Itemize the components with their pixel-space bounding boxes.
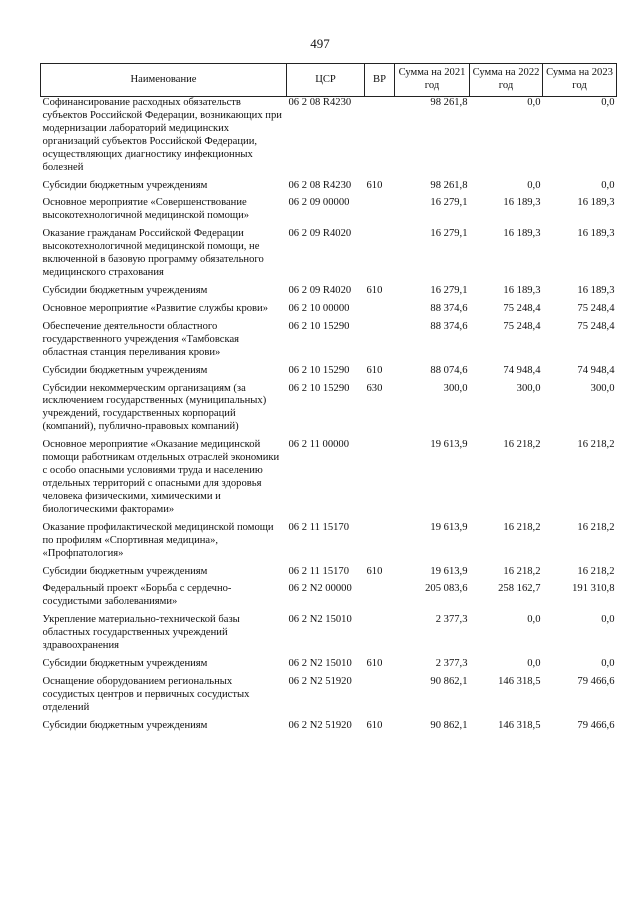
table-row: [41, 439, 617, 522]
header-sum-2022: Сумма на 2022 год: [470, 64, 543, 97]
row-name: Субсидии бюджетным учреждениям: [42, 364, 208, 376]
row-vr: 610: [366, 364, 383, 376]
row-name: Субсидии бюджетным учреждениям: [42, 284, 208, 296]
row-sum-2023: 79 466,6: [577, 675, 615, 687]
row-sum-2021: 2 377,3: [435, 658, 468, 670]
row-sum-2023: 0,0: [601, 658, 615, 670]
row-vr: 610: [366, 565, 383, 577]
table-row: [41, 522, 617, 566]
row-name: Субсидии бюджетным учреждениям: [42, 658, 208, 670]
row-csr: 06 2 N2 51920: [288, 675, 352, 687]
row-sum-2022: 258 162,7: [498, 583, 541, 595]
row-name: Субсидии бюджетным учреждениям: [42, 179, 208, 191]
row-sum-2021: 98 261,8: [430, 97, 468, 108]
row-sum-2023: 16 189,3: [577, 284, 615, 296]
row-csr: 06 2 10 00000: [288, 302, 350, 314]
row-sum-2022: 0,0: [527, 97, 541, 108]
row-csr: 06 2 N2 51920: [288, 719, 352, 731]
row-vr: [365, 228, 395, 285]
row-vr: 610: [366, 179, 383, 191]
row-sum-2021: 90 862,1: [430, 719, 468, 731]
row-sum-2021: 16 279,1: [430, 284, 468, 296]
row-name: Оказание гражданам Российской Федерации высокотехнологичной медицинской помощи, не включенной в базовую программу обязательного медицинского страхования: [42, 228, 264, 279]
row-sum-2021: 19 613,9: [430, 565, 468, 577]
row-name: Субсидии бюджетным учреждениям: [42, 719, 208, 731]
row-sum-2023: 0,0: [601, 179, 615, 191]
row-sum-2021: 90 862,1: [430, 675, 468, 687]
row-sum-2021: 16 279,1: [430, 228, 468, 240]
header-sum-2023: Сумма на 2023 год: [543, 64, 617, 97]
table-row: [41, 321, 617, 365]
row-sum-2023: 191 310,8: [572, 583, 615, 595]
table-row: [41, 197, 617, 228]
row-name: Обеспечение деятельности областного государственного учреждения «Тамбовская областная станция переливания крови»: [42, 320, 240, 358]
row-sum-2022: 74 948,4: [503, 364, 541, 376]
row-sum-2022: 16 218,2: [503, 521, 541, 533]
row-sum-2021: 2 377,3: [435, 614, 468, 626]
row-sum-2023: 300,0: [590, 382, 615, 394]
row-sum-2022: 0,0: [527, 658, 541, 670]
budget-table: [40, 63, 617, 738]
row-sum-2022: 75 248,4: [503, 302, 541, 314]
row-csr: 06 2 11 15170: [288, 521, 350, 533]
row-name: Субсидии некоммерческим организациям (за исключением государственных (муниципальных) учреждений, государственных корпораций (компаний), публично-правовых компаний): [42, 382, 267, 433]
row-sum-2021: 98 261,8: [430, 179, 468, 191]
row-vr: 610: [366, 284, 383, 296]
page-number: 497: [310, 36, 330, 51]
row-vr: [365, 321, 395, 365]
header-name: Наименование: [41, 64, 287, 97]
header-sum-2021: Сумма на 2021 год: [395, 64, 470, 97]
row-sum-2022: 300,0: [516, 382, 541, 394]
row-sum-2021: 88 374,6: [430, 320, 468, 332]
table-row: [41, 676, 617, 720]
row-csr: 06 2 09 R4020: [288, 228, 352, 240]
row-vr: [365, 303, 395, 321]
row-name: Оказание профилактической медицинской помощи по профилям «Спортивная медицина», «Профпатология»: [42, 521, 274, 559]
row-sum-2022: 16 218,2: [503, 565, 541, 577]
table-row: [41, 365, 617, 383]
row-sum-2023: 75 248,4: [577, 302, 615, 314]
row-vr: [365, 97, 395, 180]
row-csr: 06 2 08 R4230: [288, 179, 352, 191]
table-row: [41, 658, 617, 676]
row-sum-2021: 19 613,9: [430, 439, 468, 451]
row-csr: 06 2 10 15290: [288, 320, 350, 332]
row-sum-2023: 0,0: [601, 614, 615, 626]
table-row: [41, 614, 617, 658]
row-vr: [365, 614, 395, 658]
row-sum-2021: 19 613,9: [430, 521, 468, 533]
row-sum-2023: 16 218,2: [577, 439, 615, 451]
row-csr: 06 2 N2 00000: [288, 583, 352, 595]
row-vr: 610: [366, 719, 383, 731]
row-sum-2023: 16 218,2: [577, 521, 615, 533]
row-sum-2023: 79 466,6: [577, 719, 615, 731]
table-row: [41, 303, 617, 321]
row-sum-2022: 16 189,3: [503, 284, 541, 296]
row-sum-2021: 205 083,6: [425, 583, 468, 595]
table-row: [41, 97, 617, 180]
row-name: Софинансирование расходных обязательств субъектов Российской Федерации, возникающих при модернизации лабораторий медицинских организаций субъектов Российской Федерации, осуществляющих диагностику инфекционных болезней: [42, 97, 282, 173]
row-vr: [365, 522, 395, 566]
row-name: Укрепление материально-технической базы областных государственных учреждений здравоохранения: [42, 614, 240, 652]
row-vr: 610: [366, 658, 383, 670]
table-row: [41, 180, 617, 198]
row-sum-2023: 16 218,2: [577, 565, 615, 577]
row-sum-2022: 16 189,3: [503, 197, 541, 209]
table-row: [41, 720, 617, 738]
row-name: Основное мероприятие «Развитие службы крови»: [42, 302, 269, 314]
row-csr: 06 2 N2 15010: [288, 658, 352, 670]
row-sum-2022: 16 189,3: [503, 228, 541, 240]
row-vr: [365, 583, 395, 614]
row-sum-2022: 0,0: [527, 614, 541, 626]
row-sum-2022: 0,0: [527, 179, 541, 191]
row-sum-2023: 74 948,4: [577, 364, 615, 376]
row-sum-2021: 300,0: [443, 382, 468, 394]
row-csr: 06 2 11 15170: [288, 565, 350, 577]
row-sum-2021: 88 374,6: [430, 302, 468, 314]
row-vr: [365, 197, 395, 228]
table-row: [41, 228, 617, 285]
row-name: Субсидии бюджетным учреждениям: [42, 565, 208, 577]
row-csr: 06 2 10 15290: [288, 382, 350, 394]
table-header-row: [41, 64, 617, 97]
row-sum-2022: 146 318,5: [498, 675, 541, 687]
table-row: [41, 566, 617, 584]
table-row: [41, 285, 617, 303]
row-sum-2022: 75 248,4: [503, 320, 541, 332]
row-sum-2023: 16 189,3: [577, 228, 615, 240]
row-csr: 06 2 10 15290: [288, 364, 350, 376]
row-csr: 06 2 08 R4230: [288, 97, 352, 108]
row-sum-2022: 146 318,5: [498, 719, 541, 731]
row-sum-2022: 16 218,2: [503, 439, 541, 451]
row-vr: [365, 676, 395, 720]
row-sum-2021: 88 074,6: [430, 364, 468, 376]
row-csr: 06 2 09 R4020: [288, 284, 352, 296]
row-sum-2023: 0,0: [601, 97, 615, 108]
row-vr: [365, 439, 395, 522]
row-csr: 06 2 11 00000: [288, 439, 350, 451]
row-csr: 06 2 N2 15010: [288, 614, 352, 626]
row-sum-2021: 16 279,1: [430, 197, 468, 209]
row-name: Оснащение оборудованием региональных сосудистых центров и первичных сосудистых отделений: [42, 675, 250, 713]
row-sum-2023: 75 248,4: [577, 320, 615, 332]
row-csr: 06 2 09 00000: [288, 197, 350, 209]
header-csr: ЦСР: [287, 64, 365, 97]
row-name: Основное мероприятие «Совершенствование высокотехнологичной медицинской помощи»: [42, 197, 250, 222]
row-sum-2023: 16 189,3: [577, 197, 615, 209]
row-vr: 630: [366, 382, 383, 394]
table-row: [41, 383, 617, 440]
row-name: Основное мероприятие «Оказание медицинской помощи работникам отдельных отраслей экономики с особо опасными условиями труда и населению отдельных территорий с опасными для здоровья человека физическими, химическими и биологическими факторами»: [42, 439, 280, 515]
row-name: Федеральный проект «Борьба с сердечно-сосудистыми заболеваниями»: [42, 583, 232, 608]
header-vr: ВР: [365, 64, 395, 97]
table-row: [41, 583, 617, 614]
